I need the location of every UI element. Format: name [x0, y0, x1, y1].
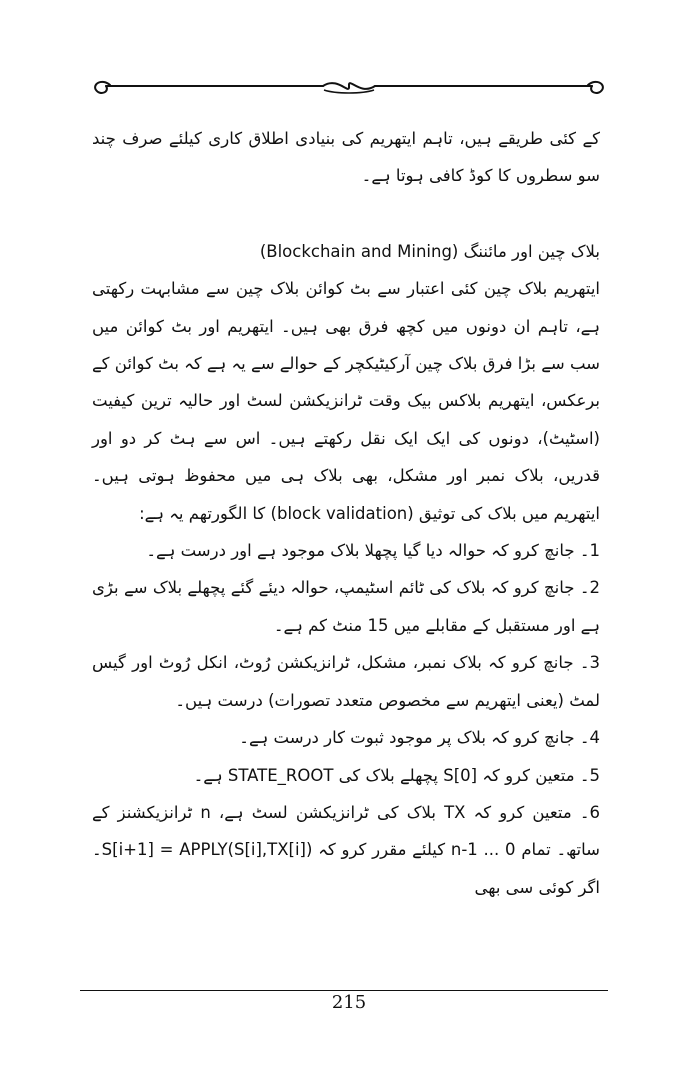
footer-rule	[80, 990, 608, 991]
page-content	[92, 120, 600, 906]
validation-step-3: 3۔ جانچ کرو کہ بلاک نمبر، مشکل، ٹرانزیکشن رُوٹ، انکل رُوٹ اور گیس لمٹ (یعنی ایتھریم سے مخصوص متعدد تصورات) درست ہیں۔	[92, 653, 600, 710]
section-heading: بلاک چین اور مائننگ (Blockchain and Mining)	[259, 241, 600, 261]
intro-paragraph: کے کئی طریقے ہیں، تاہم ایتھریم کی بنیادی اطلاق کاری کیلئے صرف چند سو سطروں کا کوڈ کافی ہوتا ہے۔	[92, 129, 600, 186]
validation-step-4: 4۔ جانچ کرو کہ بلاک پر موجود ثبوت کار درست ہے۔	[239, 728, 600, 748]
header-ornament	[88, 72, 610, 102]
validation-step-6: 6۔ متعین کرو کہ TX بلاک کی ٹرانزیکشن لسٹ ہے، n ٹرانزیکشنز کے ساتھ۔ تمام n-1 ... 0 کیلئے مقرر کرو کہ S[i+1] = APPLY(S[i],TX[i])۔ اگر کوئی سی بھی	[92, 802, 601, 897]
page-number: 215	[331, 992, 367, 1013]
validation-step-1: 1۔ جانچ کرو کہ حوالہ دیا گیا پچھلا بلاک موجود ہے اور درست ہے۔	[146, 541, 600, 561]
validation-step-2: 2۔ جانچ کرو کہ بلاک کی ٹائم اسٹیمپ، حوالہ دیئے گئے پچھلے بلاک سے بڑی ہے اور مستقبل کے مقابلے میں 15 منٹ کم ہے۔	[92, 578, 600, 635]
validation-step-5: 5۔ متعین کرو کہ S[0] پچھلے بلاک کی STATE_ROOT ہے۔	[193, 765, 600, 785]
body-paragraph: ایتھریم بلاک چین کئی اعتبار سے بٹ کوائن بلاک چین سے مشابہت رکھتی ہے، تاہم ان دونوں میں کچھ فرق بھی ہیں۔ ایتھریم اور بٹ کوائن میں سب سے بڑا فرق بلاک چین آرکیٹیکچر کے حوالے سے یہ ہے کہ بٹ کوائن کے برعکس، ایتھریم بلاکس بیک وقت ٹرانزیکشن لسٹ اور حالیہ ترین کیفیت (اسٹیٹ)، دونوں کی ایک ایک نقل رکھتے ہیں۔ اس سے ہٹ کر دو اور قدریں، بلاک نمبر اور مشکل، بھی بلاک ہی میں محفوظ ہوتی ہیں۔ ایتھریم میں بلاک کی توثیق (block validation) کا الگورتھم یہ ہے:	[92, 279, 600, 523]
